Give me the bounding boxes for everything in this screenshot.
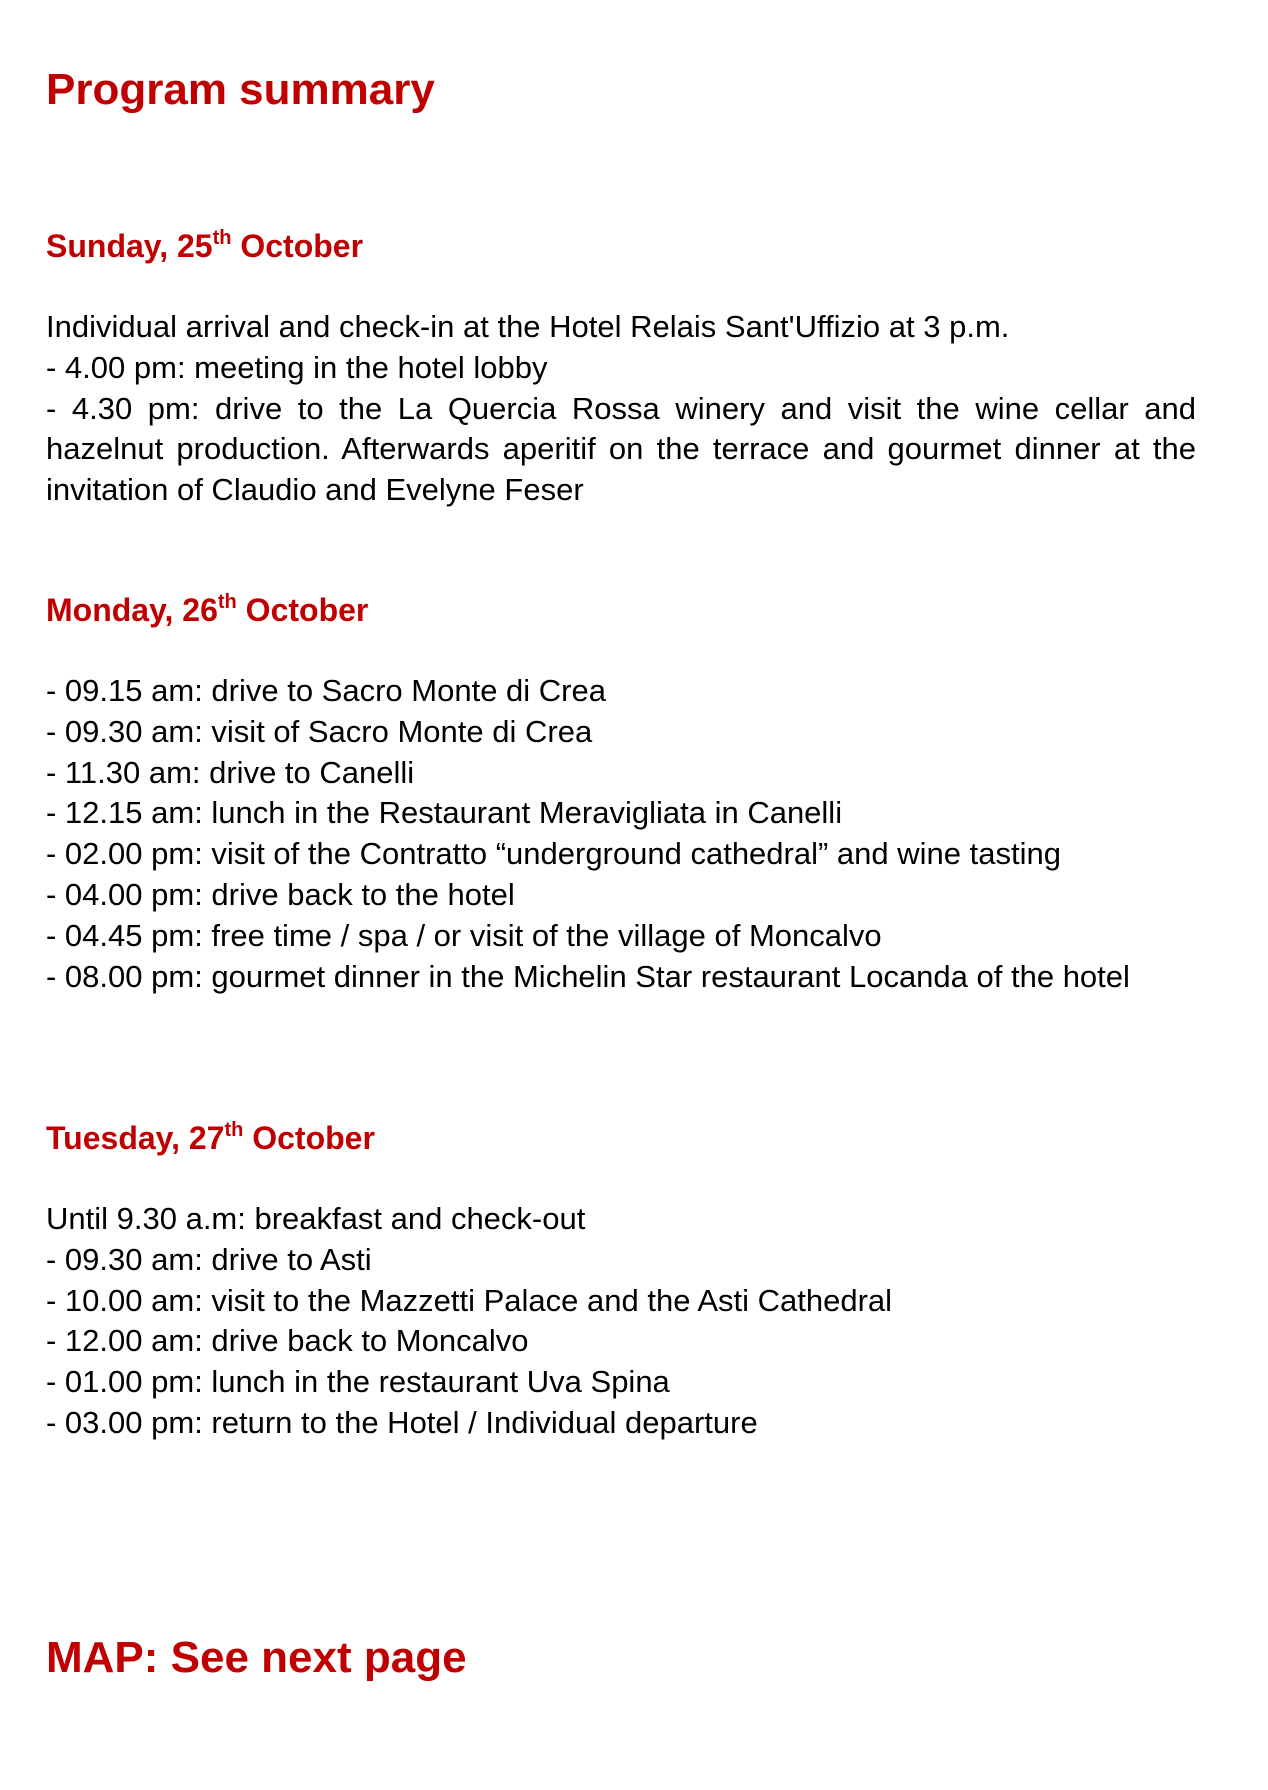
day-weekday: Sunday, 25 <box>46 228 213 264</box>
day-suffix: th <box>212 227 232 249</box>
day-weekday: Tuesday, 27 <box>46 1120 225 1156</box>
schedule-line: - 11.30 am: drive to Canelli <box>46 754 415 790</box>
schedule-line: - 12.00 am: drive back to Moncalvo <box>46 1323 529 1359</box>
schedule-line: - 12.15 am: lunch in the Restaurant Meravigliata in Canelli <box>46 795 843 831</box>
day-heading-sunday <box>46 229 363 264</box>
day-month: October <box>231 228 364 264</box>
schedule-line: - 09.15 am: drive to Sacro Monte di Crea <box>46 673 606 708</box>
day-weekday: Monday, 26 <box>46 592 218 628</box>
schedule-line: - 01.00 pm: lunch in the restaurant Uva Spina <box>46 1364 670 1400</box>
schedule-line: - 09.30 am: visit of Sacro Monte di Crea <box>46 713 593 749</box>
schedule-line: - 02.00 pm: visit of the Contratto “underground cathedral” and wine tasting <box>46 836 1061 872</box>
page-title: Program summary <box>46 65 435 114</box>
schedule-line: - 04.00 pm: drive back to the hotel <box>46 876 515 912</box>
schedule-line: Individual arrival and check-in at the Hotel Relais Sant'Uffizio at 3 p.m. <box>46 309 1010 344</box>
schedule-line: - 10.00 am: visit to the Mazzetti Palace and the Asti Cathedral <box>46 1282 893 1318</box>
day-heading-monday <box>46 593 368 628</box>
schedule-line: - 03.00 pm: return to the Hotel / Individual departure <box>46 1404 758 1440</box>
day-month: October <box>236 592 369 628</box>
day-schedule-sunday <box>46 307 1196 511</box>
day-schedule-monday <box>46 671 1196 997</box>
schedule-line: - 09.30 am: drive to Asti <box>46 1241 372 1277</box>
schedule-line: - 4.30 pm: drive to the La Quercia Rossa winery and visit the wine cellar and hazelnut production. Afterwards aperitif on the terrace and gourmet dinner at the invitation of Claudio and Evelyne Feser <box>46 390 1196 508</box>
schedule-line: Until 9.30 a.m: breakfast and check-out <box>46 1201 586 1236</box>
day-suffix: th <box>217 591 237 613</box>
map-note: MAP: See next page <box>46 1633 467 1682</box>
schedule-line: - 4.00 pm: meeting in the hotel lobby <box>46 349 548 385</box>
schedule-line: - 08.00 pm: gourmet dinner in the Michelin Star restaurant Locanda of the hotel <box>46 958 1130 994</box>
day-heading-tuesday <box>46 1121 375 1156</box>
day-suffix: th <box>224 1119 244 1141</box>
day-month: October <box>243 1120 375 1156</box>
schedule-line: - 04.45 pm: free time / spa / or visit of the village of Moncalvo <box>46 917 882 953</box>
day-schedule-tuesday <box>46 1199 1196 1444</box>
